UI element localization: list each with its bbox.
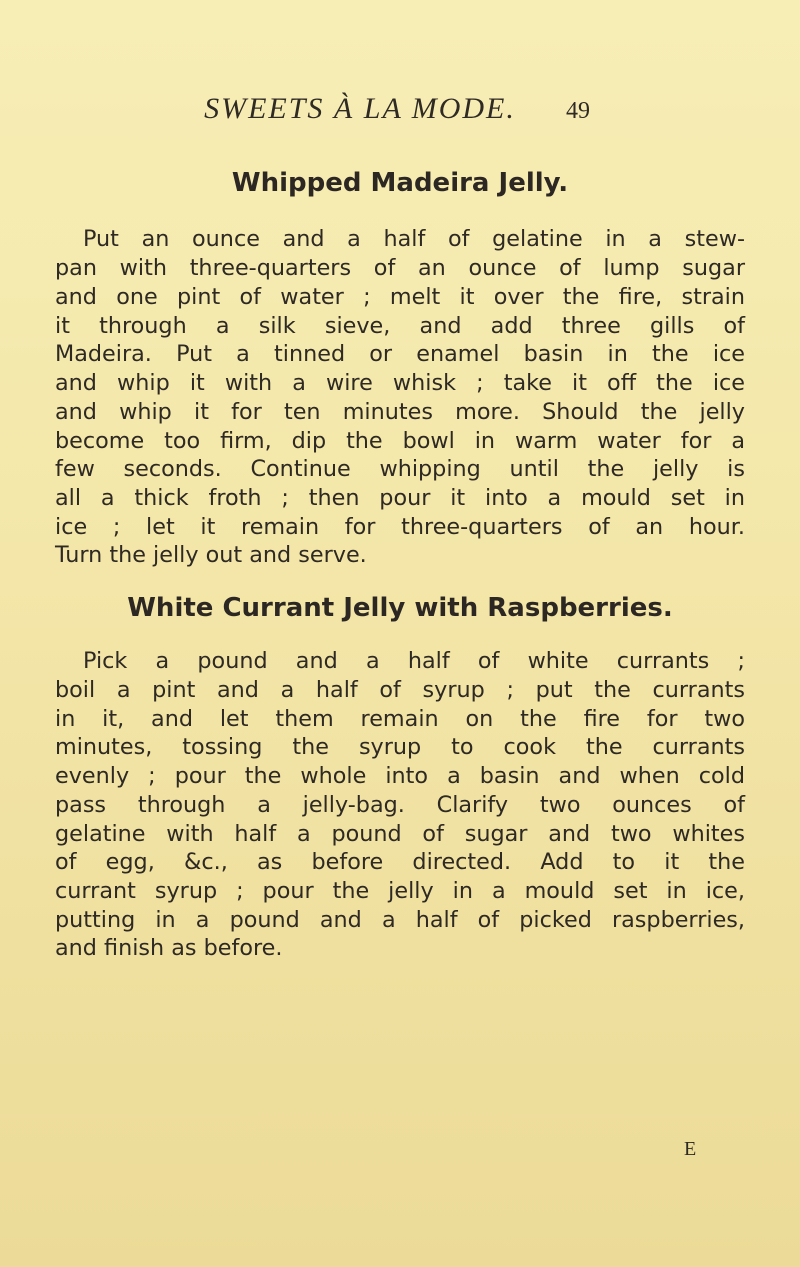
recipe-1-line: and one pint of water ; melt it over the fire, strain — [55, 284, 745, 310]
running-title: SWEETS À LA MODE. — [204, 92, 516, 125]
recipe-2-line: evenly ; pour the whole into a basin and when cold — [55, 763, 745, 789]
recipe-1-line: and whip it with a wire whisk ; take it off the ice — [55, 370, 745, 396]
recipe-title-white-currant-jelly: White Currant Jelly with Raspberries. — [127, 593, 673, 623]
recipe-1-line: pan with three-quarters of an ounce of lump sugar — [55, 255, 745, 281]
recipe-2-line: of egg, &c., as before directed. Add to it the — [55, 849, 745, 875]
recipe-2-line: Pick a pound and a half of white currants ; — [83, 648, 745, 674]
recipe-2-line: currant syrup ; pour the jelly in a mould set in ice, — [55, 878, 745, 904]
recipe-title-whipped-madeira-jelly: Whipped Madeira Jelly. — [231, 168, 569, 198]
recipe-2-line: putting in a pound and a half of picked raspberries, — [55, 907, 745, 933]
recipe-2-line: minutes, tossing the syrup to cook the currants — [55, 734, 745, 760]
page-number: 49 — [566, 98, 590, 124]
recipe-1-line: all a thick froth ; then pour it into a mould set in — [55, 485, 745, 511]
recipe-1-line: it through a silk sieve, and add three gills of — [55, 313, 745, 339]
recipe-1-line: Put an ounce and a half of gelatine in a stew- — [83, 226, 745, 252]
recipe-1-line: and whip it for ten minutes more. Should the jelly — [55, 399, 745, 425]
recipe-2-line: pass through a jelly-bag. Clarify two ounces of — [55, 792, 745, 818]
recipe-1-line: ice ; let it remain for three-quarters of an hour. — [55, 514, 745, 540]
recipe-1-line: few seconds. Continue whipping until the jelly is — [55, 456, 745, 482]
recipe-2-line: gelatine with half a pound of sugar and two whites — [55, 821, 745, 847]
recipe-1-line: Turn the jelly out and serve. — [55, 542, 367, 568]
recipe-1-line: Madeira. Put a tinned or enamel basin in the ice — [55, 341, 745, 367]
recipe-1-line: become too firm, dip the bowl in warm water for a — [55, 428, 745, 454]
signature-mark: E — [684, 1138, 697, 1160]
recipe-2-line: boil a pint and a half of syrup ; put the currants — [55, 677, 745, 703]
recipe-2-line: in it, and let them remain on the fire for two — [55, 706, 745, 732]
recipe-2-line: and finish as before. — [55, 935, 283, 961]
